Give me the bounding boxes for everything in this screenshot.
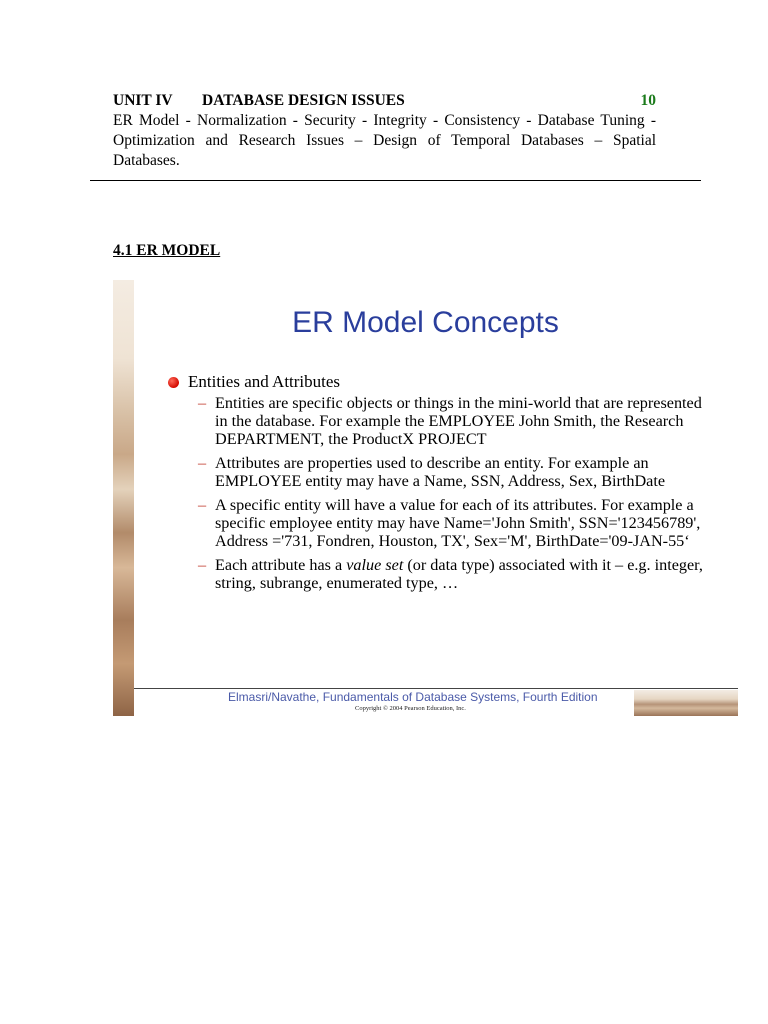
sub-item-text-after: (or data type) associated with it – e.g. integer, string, subrange, enumerated type, … (215, 556, 703, 592)
slide-footer-citation: Elmasri/Navathe, Fundamentals of Database Systems, Fourth Edition (228, 690, 598, 704)
slide-image (113, 280, 738, 716)
sub-list-item (198, 454, 718, 490)
unit-title: DATABASE DESIGN ISSUES (202, 92, 405, 109)
unit-header (113, 91, 656, 171)
slide-title: ER Model Concepts (292, 306, 559, 339)
slide-bullet-text: Entities and Attributes (188, 372, 341, 391)
slide-copyright: Copyright © 2004 Pearson Education, Inc. (355, 705, 466, 712)
unit-title-row (113, 91, 656, 111)
bullet-dot-icon (168, 377, 179, 388)
sub-item-text: Attributes are properties used to describe an entity. For example an EMPLOYEE entity may have a Name, SSN, Address, Sex, BirthDate (215, 454, 666, 490)
section-heading: 4.1 ER MODEL (113, 242, 221, 259)
sub-item-text-before: Each attribute has a (215, 556, 347, 574)
sub-item-text: A specific entity will have a value for each of its attributes. For example a specific employee entity may have Name='John Smith', SSN='123456789', Address ='731, Fondren, Houston, TX', Sex='M', BirthDate='09-JAN-55‘ (215, 496, 701, 550)
dash-icon: – (198, 556, 207, 574)
slide-decorative-strip (113, 280, 134, 716)
header-divider (90, 180, 701, 181)
sub-list-item (198, 556, 718, 592)
sub-item-text: Entities are specific objects or things in the mini-world that are represented in the database. For example the EMPLOYEE John Smith, the Research DEPARTMENT, the ProductX PROJECT (215, 394, 702, 448)
sub-list-item (198, 496, 718, 550)
sub-item-emphasis: value set (346, 556, 404, 574)
dash-icon: – (198, 394, 207, 412)
slide-bullet (168, 372, 340, 392)
slide-sub-list (198, 394, 718, 598)
slide-footer-divider (134, 688, 738, 689)
dash-icon: – (198, 454, 207, 472)
unit-hours: 10 (640, 92, 656, 109)
sub-list-item (198, 394, 718, 448)
sub-item-text (215, 556, 718, 592)
dash-icon: – (198, 496, 207, 514)
unit-description: ER Model - Normalization - Security - Integrity - Consistency - Database Tuning - Optimization and Research Issues – Design of Temporal Databases – Spatial Databases. (113, 112, 656, 169)
unit-label: UNIT IV (113, 92, 173, 109)
slide-decorative-corner (634, 690, 738, 716)
